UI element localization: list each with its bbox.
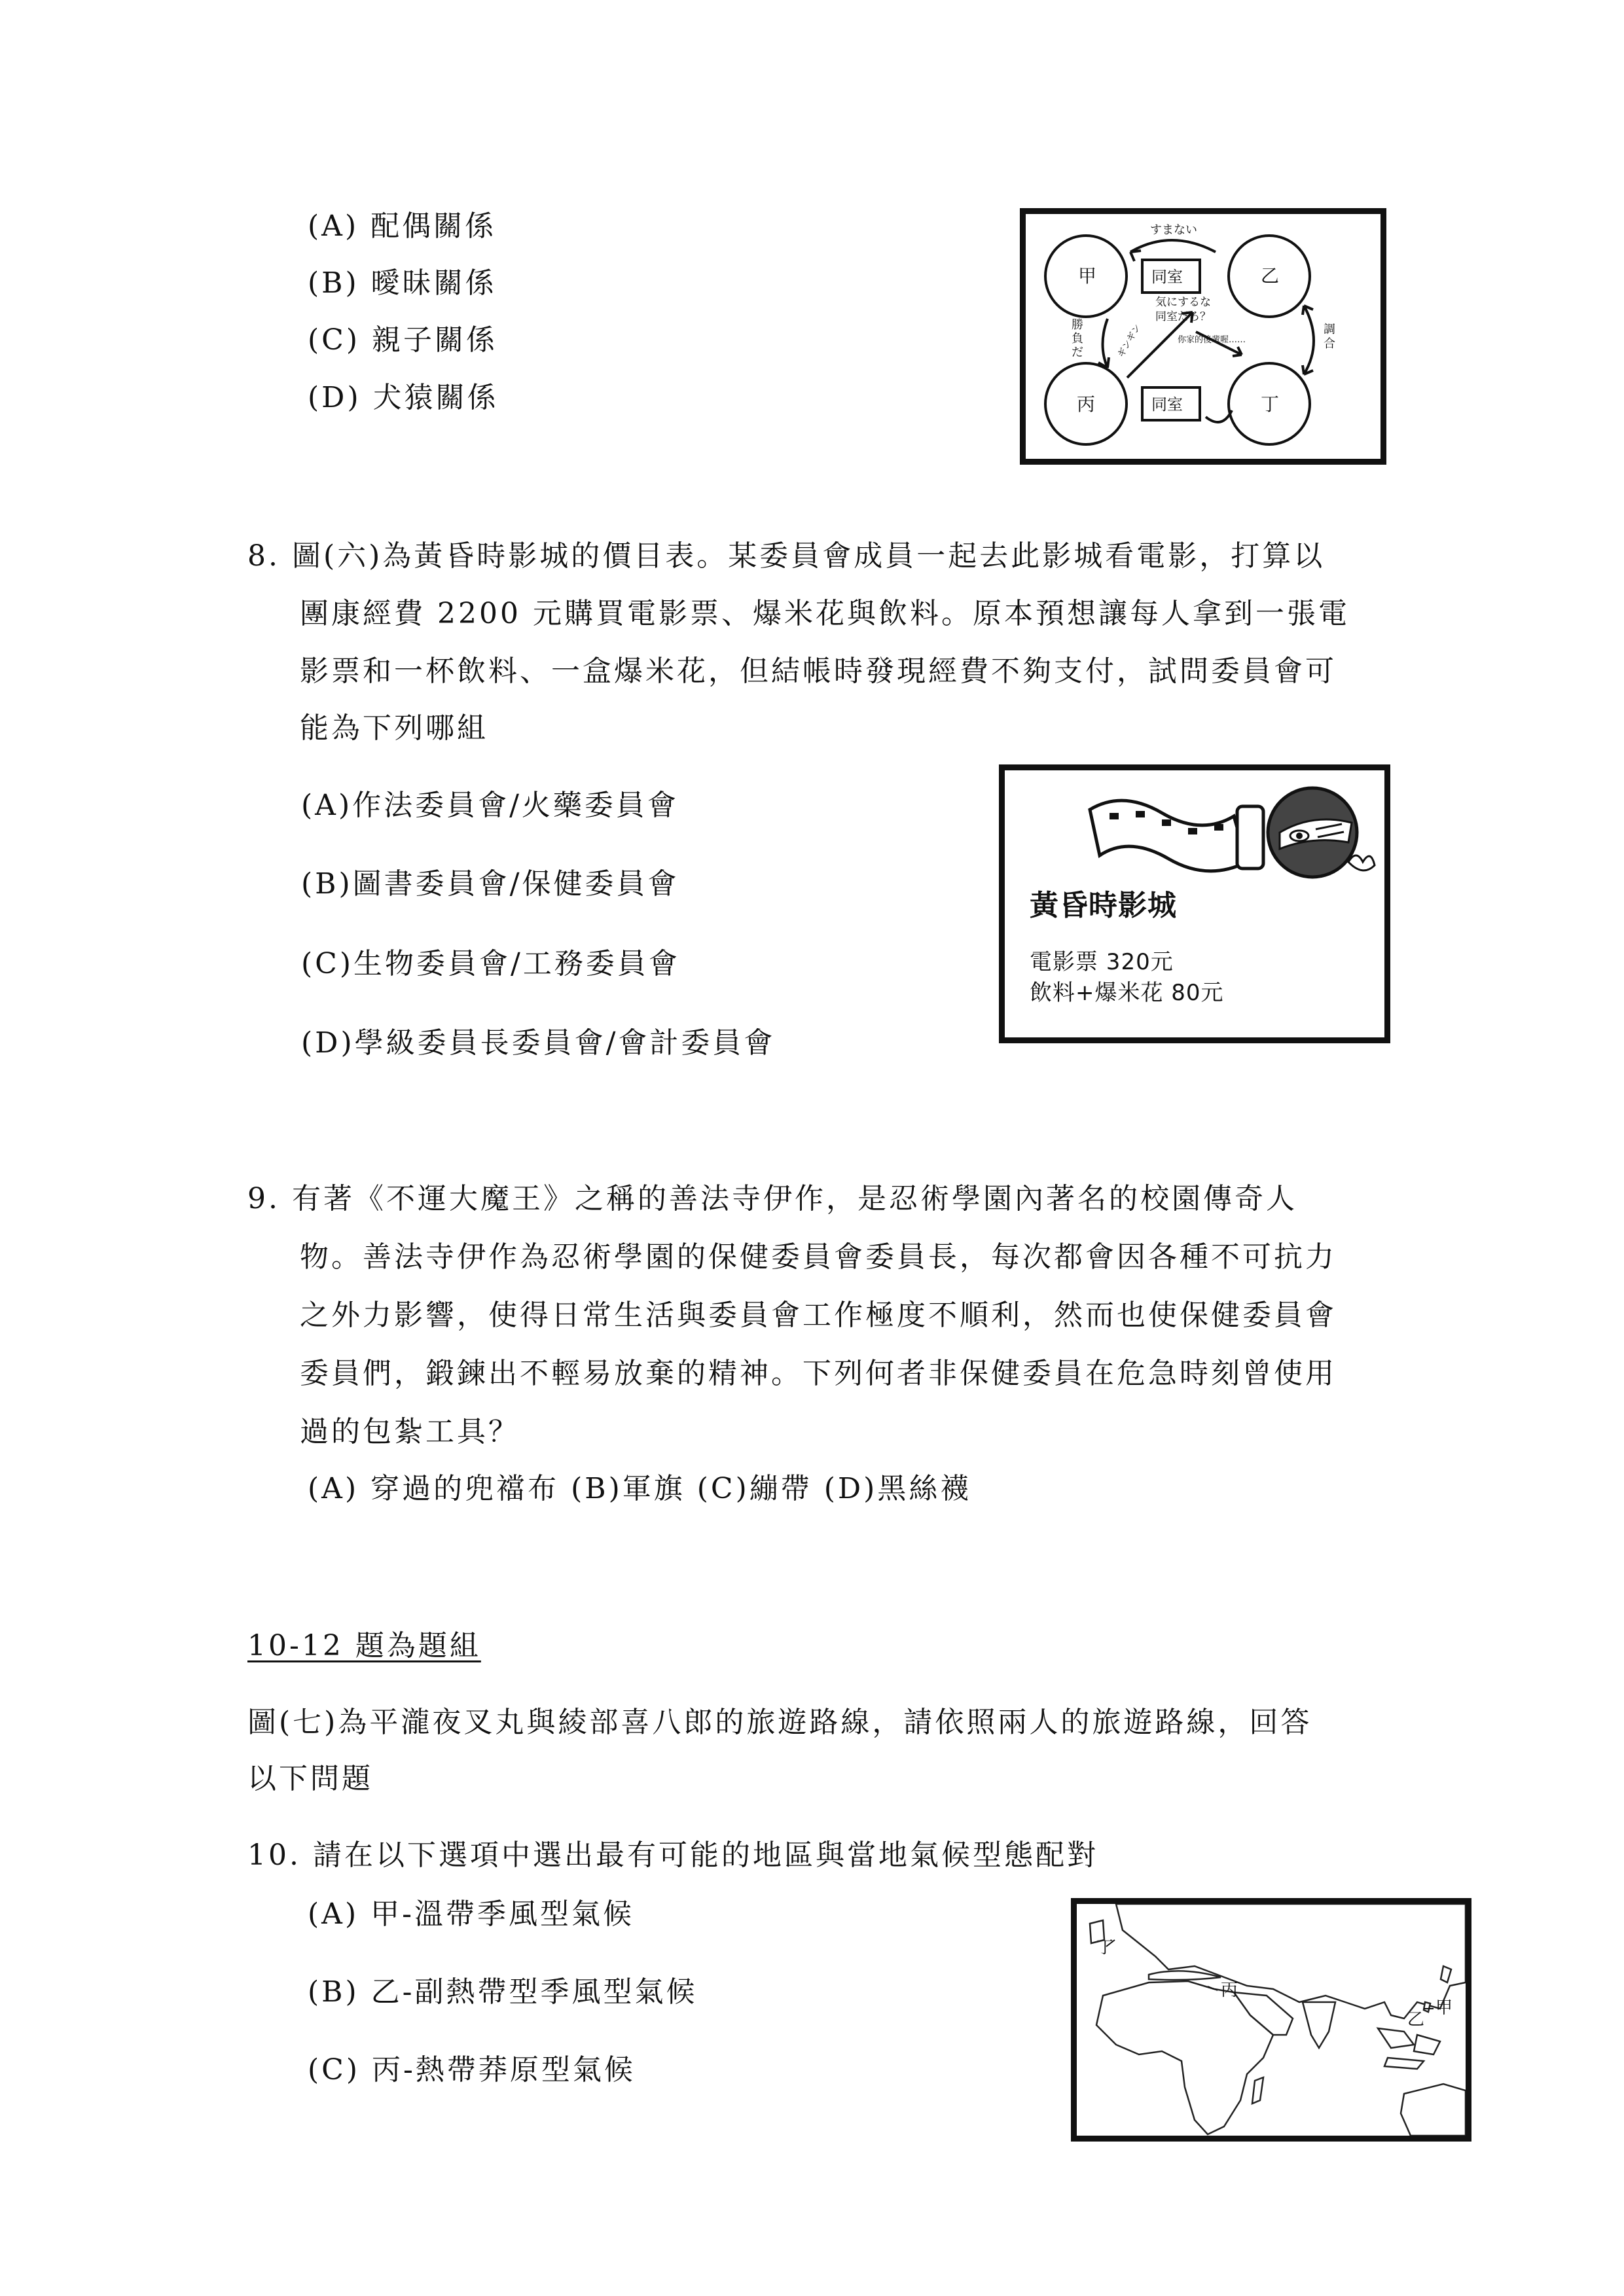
arrow-top (1130, 240, 1216, 252)
q9-stem-line-5: 過的包紮工具？ (300, 1415, 520, 1448)
arrow-left (1103, 319, 1108, 368)
q7-option-b: (B) 曖昧關係 (308, 266, 497, 300)
group-intro-line-2: 以下問題 (247, 1762, 373, 1795)
label-left-3: だ (1072, 346, 1083, 359)
australia-landmass (1401, 2084, 1466, 2136)
q10-stem: 10. 請在以下選項中選出最有可能的地區與當地氣候型態配對 (247, 1839, 1098, 1872)
world-map (1077, 1904, 1466, 2136)
node-yi: 乙 (1261, 265, 1280, 287)
relationship-diagram-svg (1026, 214, 1380, 459)
q9-stem-line-4: 委員們，鍛鍊出不輕易放棄的精神。下列何者非保健委員在危急時刻曾使用 (300, 1357, 1337, 1390)
label-same-room-top: 同室 (1151, 268, 1183, 286)
price-snacks: 飲料+爆米花 80元 (1030, 980, 1224, 1006)
q9-stem-line-3: 之外力影響，使得日常生活與委員會工作極度不順利，然而也使保健委員會 (300, 1299, 1337, 1332)
label-right-2: 合 (1324, 337, 1335, 351)
q8-stem-line-1: 8. 圖(六)為黃昏時影城的價目表。某委員會成員一起去此影城看電影，打算以 (247, 539, 1326, 573)
relationship-diagram (1020, 208, 1386, 465)
cinema-price-card (999, 764, 1390, 1043)
q8-option-c: (C)生物委員會/工務委員會 (301, 947, 680, 980)
q8-stem-line-2: 團康經費 2200 元購買電影票、爆米花與飲料。原本預想讓每人拿到一張電 (300, 597, 1350, 630)
q7-option-d: (D) 犬猿關係 (308, 381, 499, 414)
arrow-right (1304, 306, 1314, 374)
label-same-room-bottom: 同室 (1151, 395, 1183, 414)
q8-stem-line-3: 影票和一杯飲料、一盒爆米花，但結帳時發現經費不夠支付，試問委員會可 (300, 655, 1337, 688)
map-label-jia: 甲 (1435, 1998, 1453, 2018)
q10-option-a: (A) 甲-溫帶季風型氣候 (308, 1897, 634, 1931)
q8-option-d: (D)學級委員長委員會/會計委員會 (301, 1026, 776, 1060)
group-intro-line-1: 圖(七)為平瀧夜叉丸與綾部喜八郎的旅遊路線，請依照兩人的旅遊路線，回答 (247, 1706, 1312, 1739)
q10-option-c: (C) 丙-熱帶莽原型氣候 (308, 2053, 636, 2087)
q10-option-b: (B) 乙-副熱帶型季風型氣候 (308, 1975, 698, 2009)
q9-stem-line-1: 9. 有著《不運大魔王》之稱的善法寺伊作，是忍術學園內著名的校園傳奇人 (247, 1182, 1297, 1215)
cinema-title: 黃昏時影城 (1030, 889, 1177, 922)
question-group-title: 10-12 題為題組 (247, 1629, 481, 1662)
label-small: 你家的後輩喔…… (1178, 335, 1246, 345)
label-diag: ギンギン (1115, 322, 1144, 359)
q9-stem-line-2: 物。善法寺伊作為忍術學園的保健委員會委員長，每次都會因各種不可抗力 (300, 1240, 1337, 1274)
label-right-1: 調 (1324, 323, 1335, 336)
q7-option-c: (C) 親子關係 (308, 323, 497, 357)
q7-option-a: (A) 配偶關係 (308, 209, 497, 243)
map-label-bing: 丙 (1221, 1981, 1238, 2000)
q8-option-b: (B)圖書委員會/保健委員會 (301, 867, 679, 901)
label-left-2: 負 (1072, 332, 1083, 346)
label-middle-2: 同室だろ？ (1155, 310, 1211, 323)
node-jia: 甲 (1078, 265, 1097, 287)
q9-options: (A) 穿過的兜襠布 (B)軍旗 (C)繃帶 (D)黑絲襪 (308, 1472, 972, 1505)
taiwan-island (1424, 2002, 1430, 2012)
map-label-ding: 丁 (1096, 1938, 1114, 1958)
q8-option-a: (A)作法委員會/火藥委員會 (301, 789, 679, 822)
label-left-1: 勝 (1072, 318, 1083, 332)
node-bing: 丙 (1077, 393, 1096, 415)
q8-stem-line-4: 能為下列哪組 (300, 711, 488, 745)
price-ticket: 電影票 320元 (1030, 949, 1174, 975)
node-ding: 丁 (1261, 393, 1280, 415)
route-map (1071, 1898, 1471, 2142)
map-label-yi: 乙 (1407, 2010, 1425, 2030)
label-middle-1: 気にするな (1155, 296, 1211, 309)
arrow-bottom (1206, 410, 1232, 422)
film-reel-icon (1083, 783, 1378, 888)
label-top: すまない (1150, 223, 1197, 237)
